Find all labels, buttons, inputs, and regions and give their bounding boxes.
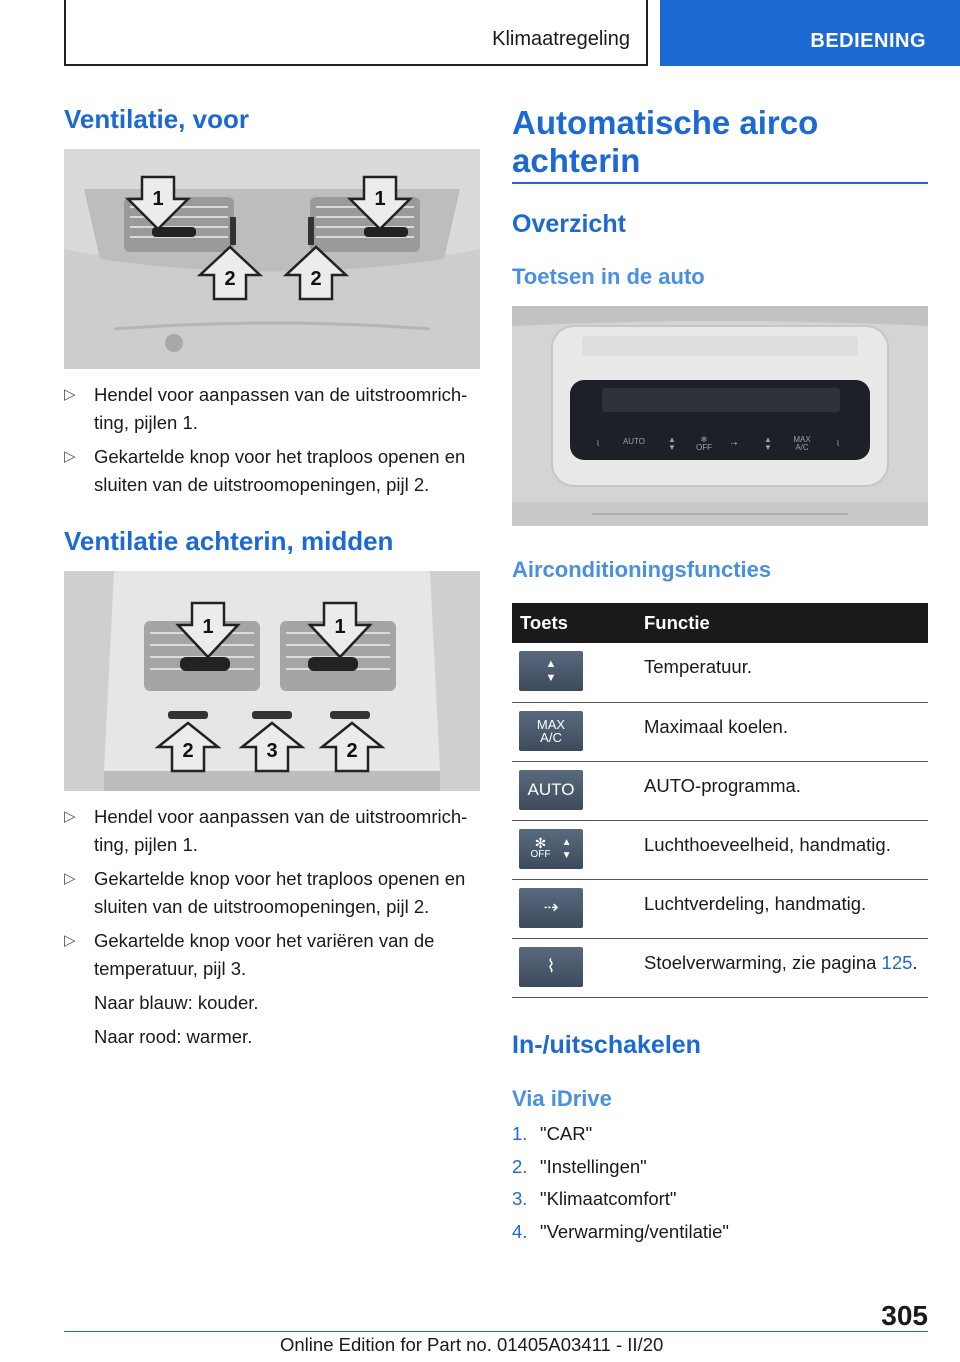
svg-text:⌇: ⌇ <box>836 439 840 448</box>
header-box <box>64 0 648 66</box>
functions-table <box>512 603 928 998</box>
title-rule <box>512 182 928 184</box>
table-row <box>512 938 928 997</box>
chapter-title: BEDIENING <box>810 30 926 52</box>
list-item: 4. "Verwarming/ventilatie" <box>512 1220 729 1242</box>
table-row <box>512 761 928 820</box>
triangle-bullet-icon: ▷ <box>64 870 76 887</box>
page-link[interactable]: 125 <box>881 951 913 973</box>
table-header-row <box>512 603 928 643</box>
note-colder: Naar blauw: kouder. <box>94 992 259 1013</box>
overview-heading: Overzicht <box>512 210 626 238</box>
edition-note: Online Edition for Part no. 01405A03411 - II/20 <box>280 1334 664 1355</box>
function-text: Luchthoeveelheid, handmatig. <box>636 820 928 879</box>
footer-rule <box>64 1331 928 1332</box>
function-text: Maximaal koelen. <box>636 702 928 761</box>
table-row <box>512 820 928 879</box>
functions-heading: Airconditioningsfuncties <box>512 557 772 582</box>
function-text: Stoelverwarming, zie pagina 125. <box>636 938 928 997</box>
idrive-steps <box>512 1118 729 1248</box>
svg-text:✻: ✻ <box>700 435 708 444</box>
list-item: ▷ Gekartelde knop voor het variëren van de temperatuur, pijl 3. <box>64 927 482 983</box>
temperature-arrows-icon: ▲ ▼ <box>519 651 583 691</box>
front-vents-list <box>64 381 482 505</box>
svg-text:2: 2 <box>346 740 358 762</box>
list-item: 2. "Instellingen" <box>512 1155 647 1177</box>
svg-text:MAX: MAX <box>793 435 811 444</box>
onoff-heading: In-/uitschakelen <box>512 1031 701 1059</box>
svg-text:▼: ▼ <box>668 443 676 452</box>
rear-vents-list <box>64 803 482 1057</box>
svg-text:OFF: OFF <box>696 443 712 452</box>
svg-text:⇢: ⇢ <box>730 439 738 448</box>
svg-text:▲: ▲ <box>668 435 676 444</box>
list-item: ▷ Hendel voor aanpassen van de uitstroomrichting, pijlen 1. <box>64 803 482 859</box>
function-text: Temperatuur. <box>636 643 928 702</box>
fan-off-icon: ✻ OFF ▲ ▼ <box>519 829 583 869</box>
note-warmer: Naar rood: warmer. <box>94 1026 253 1047</box>
column-header-key: Toets <box>512 603 636 643</box>
triangle-bullet-icon: ▷ <box>64 448 76 465</box>
page-number: 305 <box>881 1300 928 1331</box>
section-title: Klimaatregeling <box>492 28 630 50</box>
list-item: 3. "Klimaatcomfort" <box>512 1188 677 1209</box>
max-ac-icon: MAX A/C <box>519 711 583 751</box>
list-item: ▷ Gekartelde knop voor het traploos openen en sluiten van de uitstroomopeningen, pijl 2. <box>64 443 482 499</box>
svg-text:⌇: ⌇ <box>596 439 600 448</box>
rear-vents-illustration <box>64 571 480 791</box>
front-vents-illustration <box>64 149 480 369</box>
list-item: ▷ Hendel voor aanpassen van de uitstroomrichting, pijlen 1. <box>64 381 482 437</box>
list-item: ▷ Gekartelde knop voor het traploos openen en sluiten van de uitstroomopeningen, pijl 2. <box>64 865 482 921</box>
triangle-bullet-icon: ▷ <box>64 808 76 825</box>
via-idrive-heading: Via iDrive <box>512 1086 612 1111</box>
svg-text:▼: ▼ <box>764 443 772 452</box>
chapter-tab[interactable] <box>660 0 960 66</box>
svg-text:1: 1 <box>202 616 214 638</box>
svg-text:1: 1 <box>334 616 346 638</box>
svg-text:▲: ▲ <box>764 435 772 444</box>
rear-vents-photo <box>64 571 480 791</box>
triangle-bullet-icon: ▷ <box>64 386 76 403</box>
air-distribution-icon: ⇢ <box>519 888 583 928</box>
control-panel-illustration <box>512 306 928 526</box>
rear-vents-heading: Ventilatie achterin, midden <box>64 526 394 556</box>
front-vents-photo <box>64 149 480 369</box>
front-vents-heading: Ventilatie, voor <box>64 104 249 134</box>
auto-ac-title: Automatische airco achterin <box>512 104 819 179</box>
svg-text:AUTO: AUTO <box>622 437 646 446</box>
list-item: 1. "CAR" <box>512 1123 593 1144</box>
function-text: AUTO-programma. <box>636 761 928 820</box>
triangle-bullet-icon: ▷ <box>64 932 76 949</box>
table-row <box>512 643 928 702</box>
function-text: Luchtverdeling, handmatig. <box>636 879 928 938</box>
table-row <box>512 702 928 761</box>
buttons-heading: Toetsen in de auto <box>512 264 705 289</box>
seat-heating-icon: ⌇ <box>519 947 583 987</box>
svg-text:1: 1 <box>374 188 386 210</box>
column-header-function: Functie <box>636 603 928 643</box>
svg-text:2: 2 <box>224 268 236 290</box>
auto-icon: AUTO <box>519 770 583 810</box>
table-row <box>512 879 928 938</box>
svg-text:3: 3 <box>266 740 278 762</box>
svg-text:A/C: A/C <box>795 443 809 452</box>
control-panel-photo <box>512 306 928 526</box>
svg-text:1: 1 <box>152 188 164 210</box>
svg-text:2: 2 <box>310 268 322 290</box>
svg-text:2: 2 <box>182 740 194 762</box>
